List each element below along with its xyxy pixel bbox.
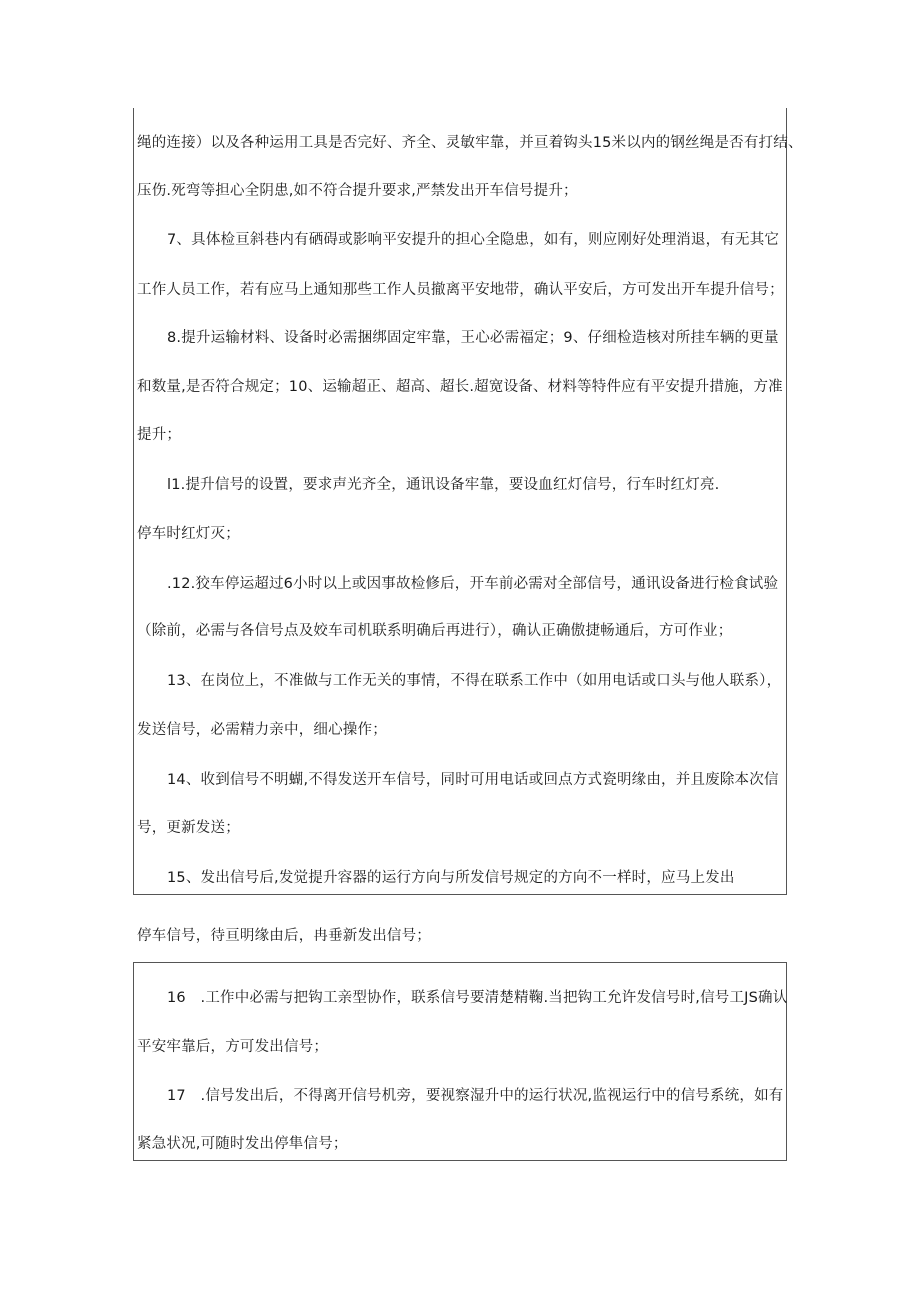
text-line: l1.提升信号的设置，要求声光齐全，通讯设备牢靠，要设血红灯信号，行车时红灯亮.	[167, 477, 720, 493]
text-line: 发送信号，必需精力亲中，细心操作；	[137, 722, 387, 738]
text-line: 停车时红灯灭；	[137, 526, 240, 542]
text-line: 7、具体检亘斜巷内有硒碍或影响平安提升的担心全隐患，如有，则应刚好处理消退，有无其它	[167, 232, 780, 248]
text-line: 工作人员工作，若有应马上通知那些工作人员撤离平安地带，确认平安后，方可发出开车提升信号；	[137, 282, 784, 298]
text-line: 13、在岗位上，不准做与工作无关的事情，不得在联系工作中（如用电话或口头与他人联系），	[167, 673, 782, 689]
text-line: 紧急状况,可随时发出停隼信号；	[137, 1136, 348, 1152]
text-line: 15、发出信号后,发觉提升容器的运行方向与所发信号规定的方向不一样时，应马上发出	[167, 870, 735, 886]
text-line: 8.提升运输材料、设备时必需捆绑固定牢靠，王心必需福定；9、仔细检造核对所挂车辆的更量	[167, 330, 779, 346]
text-line: 平安牢靠后，方可发出信号；	[137, 1039, 329, 1055]
text-line: .12.狡车停运超过6小时以上或因事故检修后，开车前必需对全部信号，通讯设备进行检食试验	[167, 576, 779, 592]
text-line: 停车信号，待亘明缘由后，冉垂新发出信号；	[137, 928, 431, 944]
text-line: 压伤.死弯等担心全阴患,如不符合提升要求,严禁发出开车信号提升；	[137, 183, 578, 199]
text-line: 17 .信号发出后，不得离开信号机旁，要视察湿升中的运行状况,监视运行中的信号系统，如有	[167, 1088, 784, 1104]
text-line: 和数量,是否符合规定；10、运输超正、超高、超长.超宽设备、材料等特件应有平安提升措施，方准	[137, 379, 783, 395]
text-line: 绳的连接）以及各种运用工具是否完好、齐全、灵敏牢靠，并亘着钩头15米以内的钢丝绳是否有打结、	[137, 135, 803, 151]
text-line: 16 .工作中必需与把钩工亲型协作，联系信号要清楚精鞠.当把钩工允许发信号时,信号工JS确认	[167, 990, 788, 1006]
text-line: 号，更新发送；	[137, 820, 240, 836]
text-line: （除前，必需与各信号点及姣车司机联系明确后再进行），确认正确傲捷畅通后，方可作业；	[137, 623, 733, 639]
text-line: 提升；	[137, 427, 182, 443]
text-line: 14、收到信号不明蝴,不得发送开车信号，同时可用电话或回点方式瓷明缘由，并且废除本次信	[167, 772, 779, 788]
